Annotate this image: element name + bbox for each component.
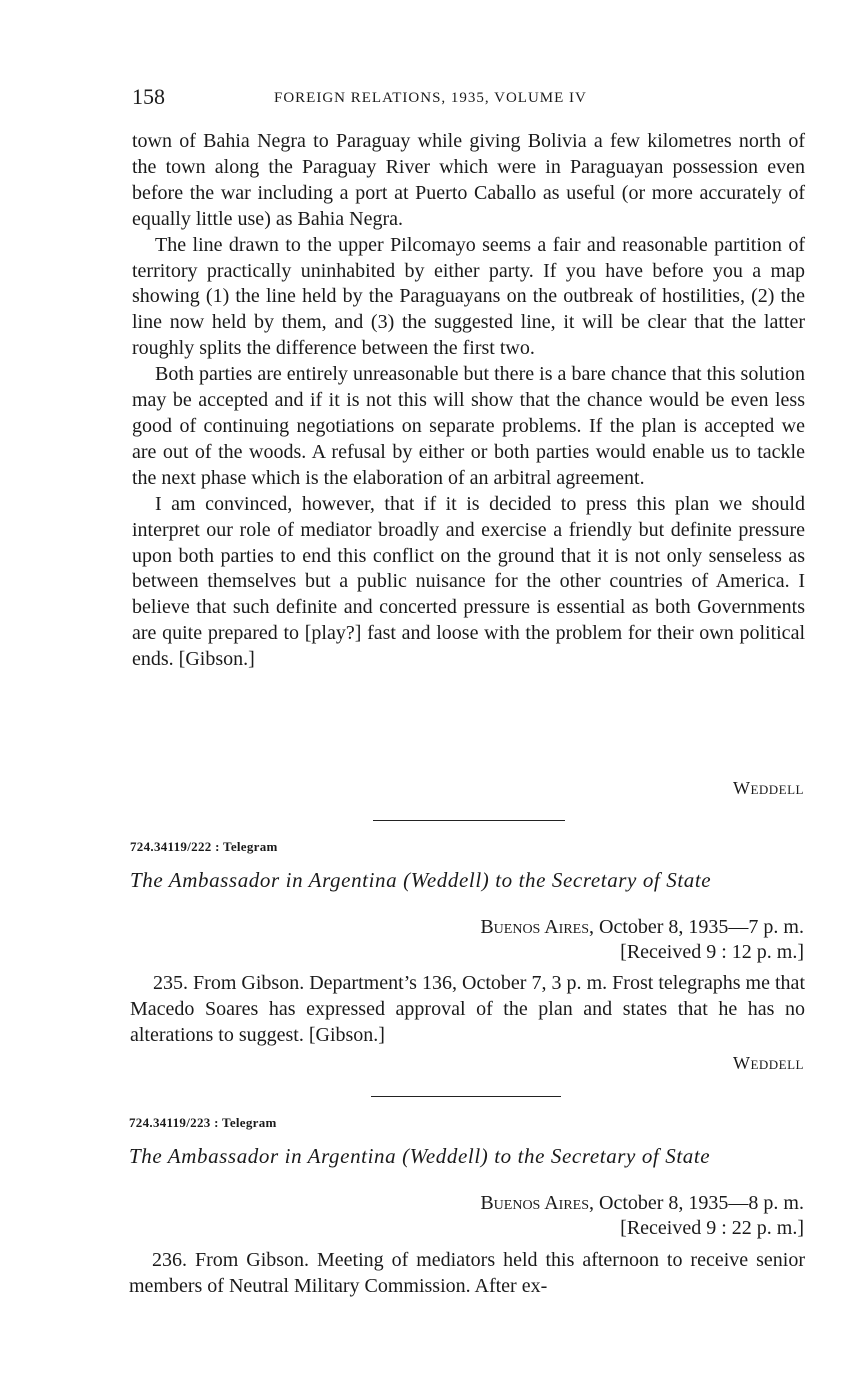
date-time: October 8, 1935—7 p. m. [594,916,804,938]
dateline [480,915,804,965]
place-name: Buenos Aires, [480,1192,595,1214]
document-title: The Ambassador in Argentina (Weddell) to the Secretary of State [129,1144,711,1168]
date-received: [Received 9 : 12 p. m.] [620,941,804,963]
signature: Weddell [732,778,804,798]
document-title: The Ambassador in Argentina (Weddell) to the Secretary of State [130,868,712,892]
paragraph: Both parties are entirely unreasonable but there is a bare chance that this solution may be accepted and if it is not this will show that the chance would be even less good of continuing negotiations on separate problems. If the plan is accepted we are out of the woods. A refusal by either or both parties would enable us to tackle the next phase which is the elaboration of an arbitral agreement. [132,363,805,489]
date-sent [480,915,804,940]
date-sent [480,1191,804,1216]
telegram-body [129,1248,805,1300]
place-name: Buenos Aires, [480,916,595,938]
paragraph: I am convinced, however, that if it is decided to press this plan we should interpret our role of mediator broadly and exercise a friendly but definite pressure upon both parties to end this conflict on the ground that it is not only senseless as between themselves but a public nuisance for the other countries of America. I believe that such definite and concerted pressure is essential as both Governments are quite prepared to [play?] fast and loose with the problem for their own political ends. [Gibson.] [132,492,805,671]
running-head: FOREIGN RELATIONS, 1935, VOLUME IV [274,90,587,106]
paragraph: The line drawn to the upper Pilcomayo seems a fair and reasonable partition of territory practically uninhabited by either party. If you have before you a map showing (1) the line held by the Paraguayans on the outbreak of hostilities, (2) the line now held by them, and (3) the suggested line, it will be clear that the latter roughly splits the difference between the first two. [132,233,805,360]
signature: Weddell [732,1053,804,1073]
telegram-body [130,971,805,1049]
file-reference: 724.34119/223 : Telegram [129,1115,277,1130]
date-received: [Received 9 : 22 p. m.] [620,1217,804,1239]
file-reference: 724.34119/222 : Telegram [130,839,278,854]
date-time: October 8, 1935—8 p. m. [594,1192,804,1214]
paragraph: town of Bahia Negra to Paraguay while giving Bolivia a few kilometres north of the town along the Paraguay River which were in Paraguayan possession even before the war including a port at Puerto Caballo as useful (or more accurately of equally little use) as Bahia Negra. [132,130,805,230]
dateline [480,1191,804,1241]
paragraph: 235. From Gibson. Department’s 136, October 7, 3 p. m. Frost telegraphs me that Macedo Soares has expressed approval of the plan and states that he has no alterations to suggest. [Gibson.] [130,972,805,1046]
page-header [132,84,805,114]
page-number: 158 [132,84,165,109]
section-divider [373,820,565,821]
section-divider [371,1096,561,1097]
continuation-text [132,129,805,673]
paragraph: 236. From Gibson. Meeting of mediators held this afternoon to receive senior members of Neutral Military Commission. After ex- [129,1249,805,1297]
